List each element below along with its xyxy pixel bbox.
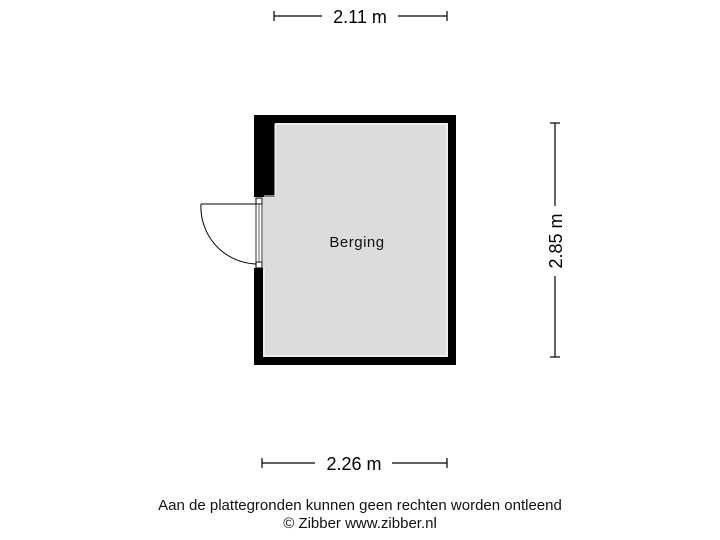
door-frame-bottom <box>256 262 262 268</box>
wall-right <box>448 115 456 365</box>
bottom-dimension <box>262 454 447 474</box>
top-dimension-label: 2.11 m <box>333 7 387 27</box>
right-dimension-label: 2.85 m <box>546 213 566 269</box>
room-label: Berging <box>329 234 385 251</box>
copyright-text: © Zibber www.zibber.nl <box>283 515 437 532</box>
door-frame-top <box>256 198 262 204</box>
disclaimer-text: Aan de plattegronden kunnen geen rechten worden ontleend <box>158 497 562 514</box>
wall-left-upper-column <box>254 115 275 197</box>
right-dimension <box>546 123 566 357</box>
top-dimension <box>274 7 447 27</box>
door <box>201 198 262 268</box>
wall-left-lower <box>254 268 263 365</box>
wall-top <box>254 115 456 123</box>
door-swing-arc <box>201 204 256 264</box>
wall-bottom <box>254 357 456 365</box>
bottom-dimension-label: 2.26 m <box>326 454 382 474</box>
